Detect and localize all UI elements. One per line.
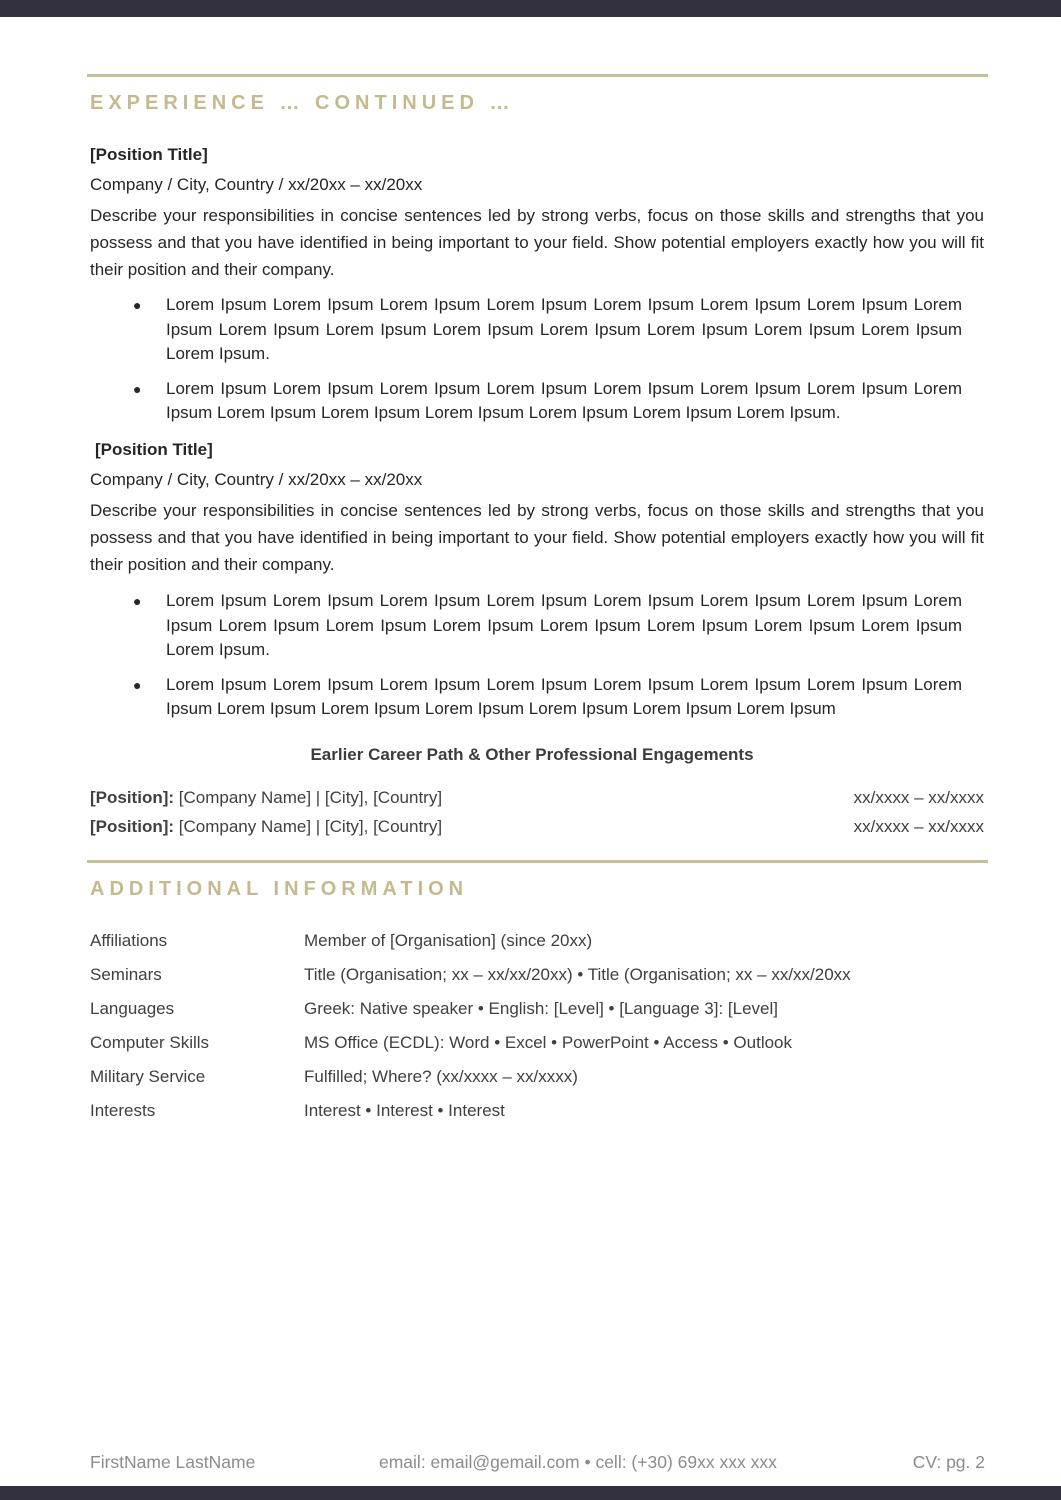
position-title: [Position Title] [90, 145, 208, 164]
bullet-item: ● Lorem Ipsum Lorem Ipsum Lorem Ipsum Lorem Ipsum Lorem Ipsum Lorem Ipsum Lorem Ipsum Lorem Ipsum Lorem Ipsum Lorem Ipsum Lorem Ipsum Lorem Ipsum Lorem Ipsum Lorem Ipsum Lorem Ipsum Lorem Ipsum. [133, 295, 962, 363]
bullet-item: ● Lorem Ipsum Lorem Ipsum Lorem Ipsum Lorem Ipsum Lorem Ipsum Lorem Ipsum Lorem Ipsum Lorem Ipsum Lorem Ipsum Lorem Ipsum Lorem Ipsum Lorem Ipsum Lorem Ipsum Lorem Ipsum Lorem Ipsum Lorem Ipsum. [133, 591, 962, 659]
info-value: Member of [Organisation] (since 20xx) [304, 931, 593, 950]
top-bar [0, 0, 1061, 17]
bullet-list [130, 293, 962, 436]
career-dates: xx/xxxx – xx/xxxx [853, 788, 984, 807]
position-description: Describe your responsibilities in concise sentences led by strong verbs, focus on those skills and strengths that you possess and that you have identified in being important to your field. Show potential employers exactly how you will fit their position and their company. [90, 206, 984, 279]
earlier-career-heading: Earlier Career Path & Other Professional Engagements [310, 745, 754, 764]
career-row [90, 817, 984, 837]
career-details: [Company Name] | [City], [Country] [178, 817, 443, 836]
info-value: MS Office (ECDL): Word • Excel • PowerPoint • Access • Outlook [304, 1033, 793, 1052]
career-position: [Position]: [90, 788, 175, 807]
bullet-icon: ● [133, 676, 142, 693]
info-label: Affiliations [90, 931, 168, 950]
bullet-icon: ● [133, 593, 142, 609]
bottom-bar [0, 1486, 1061, 1500]
position-title: [Position Title] [95, 440, 213, 459]
career-details: [Company Name] | [City], [Country] [178, 788, 443, 807]
info-label: Seminars [90, 965, 162, 984]
company-line: Company / City, Country / xx/20xx – xx/20xx [90, 175, 423, 194]
info-label: Computer Skills [90, 1033, 210, 1052]
bullet-list [130, 589, 962, 732]
experience-heading: EXPERIENCE … CONTINUED … [90, 92, 515, 114]
bullet-item: ● Lorem Ipsum Lorem Ipsum Lorem Ipsum Lorem Ipsum Lorem Ipsum Lorem Ipsum Lorem Ipsum Lorem Ipsum Lorem Ipsum Lorem Ipsum Lorem Ipsum Lorem Ipsum Lorem Ipsum Lorem Ipsum. [133, 378, 962, 422]
section-divider [87, 860, 988, 863]
bullet-icon: ● [133, 297, 142, 313]
position-description: Describe your responsibilities in concise sentences led by strong verbs, focus on those skills and strengths that you possess and that you have identified in being important to your field. Show potential employers exactly how you will fit their position and their company. [90, 501, 984, 574]
info-label: Interests [90, 1101, 156, 1120]
info-value: Title (Organisation; xx – xx/xx/20xx) • Title (Organisation; xx – xx/xx/20xx [304, 965, 851, 984]
additional-info-heading: ADDITIONAL INFORMATION [90, 878, 469, 900]
bullet-item: ● Lorem Ipsum Lorem Ipsum Lorem Ipsum Lorem Ipsum Lorem Ipsum Lorem Ipsum Lorem Ipsum Lorem Ipsum Lorem Ipsum Lorem Ipsum Lorem Ipsum Lorem Ipsum Lorem Ipsum Lorem Ipsum [133, 674, 962, 718]
footer-name: FirstName LastName [90, 1452, 256, 1472]
career-dates: xx/xxxx – xx/xxxx [853, 817, 984, 836]
career-entry [90, 817, 442, 837]
info-value: Fulfilled; Where? (xx/xxxx – xx/xxxx) [304, 1067, 578, 1086]
career-entry [90, 788, 442, 808]
company-line: Company / City, Country / xx/20xx – xx/20xx [90, 470, 423, 489]
info-value: Greek: Native speaker • English: [Level] • [Language 3]: [Level] [304, 999, 779, 1018]
info-value: Interest • Interest • Interest [304, 1101, 505, 1120]
info-label: Languages [90, 999, 175, 1018]
career-row [90, 788, 984, 808]
footer-page-number: CV: pg. 2 [912, 1452, 985, 1472]
career-position: [Position]: [90, 817, 175, 836]
bullet-icon: ● [133, 380, 142, 397]
footer-contact: email: email@gemail.com • cell: (+30) 69xx xxx xxx [379, 1452, 777, 1472]
info-label: Military Service [90, 1067, 206, 1086]
section-divider [87, 74, 988, 77]
